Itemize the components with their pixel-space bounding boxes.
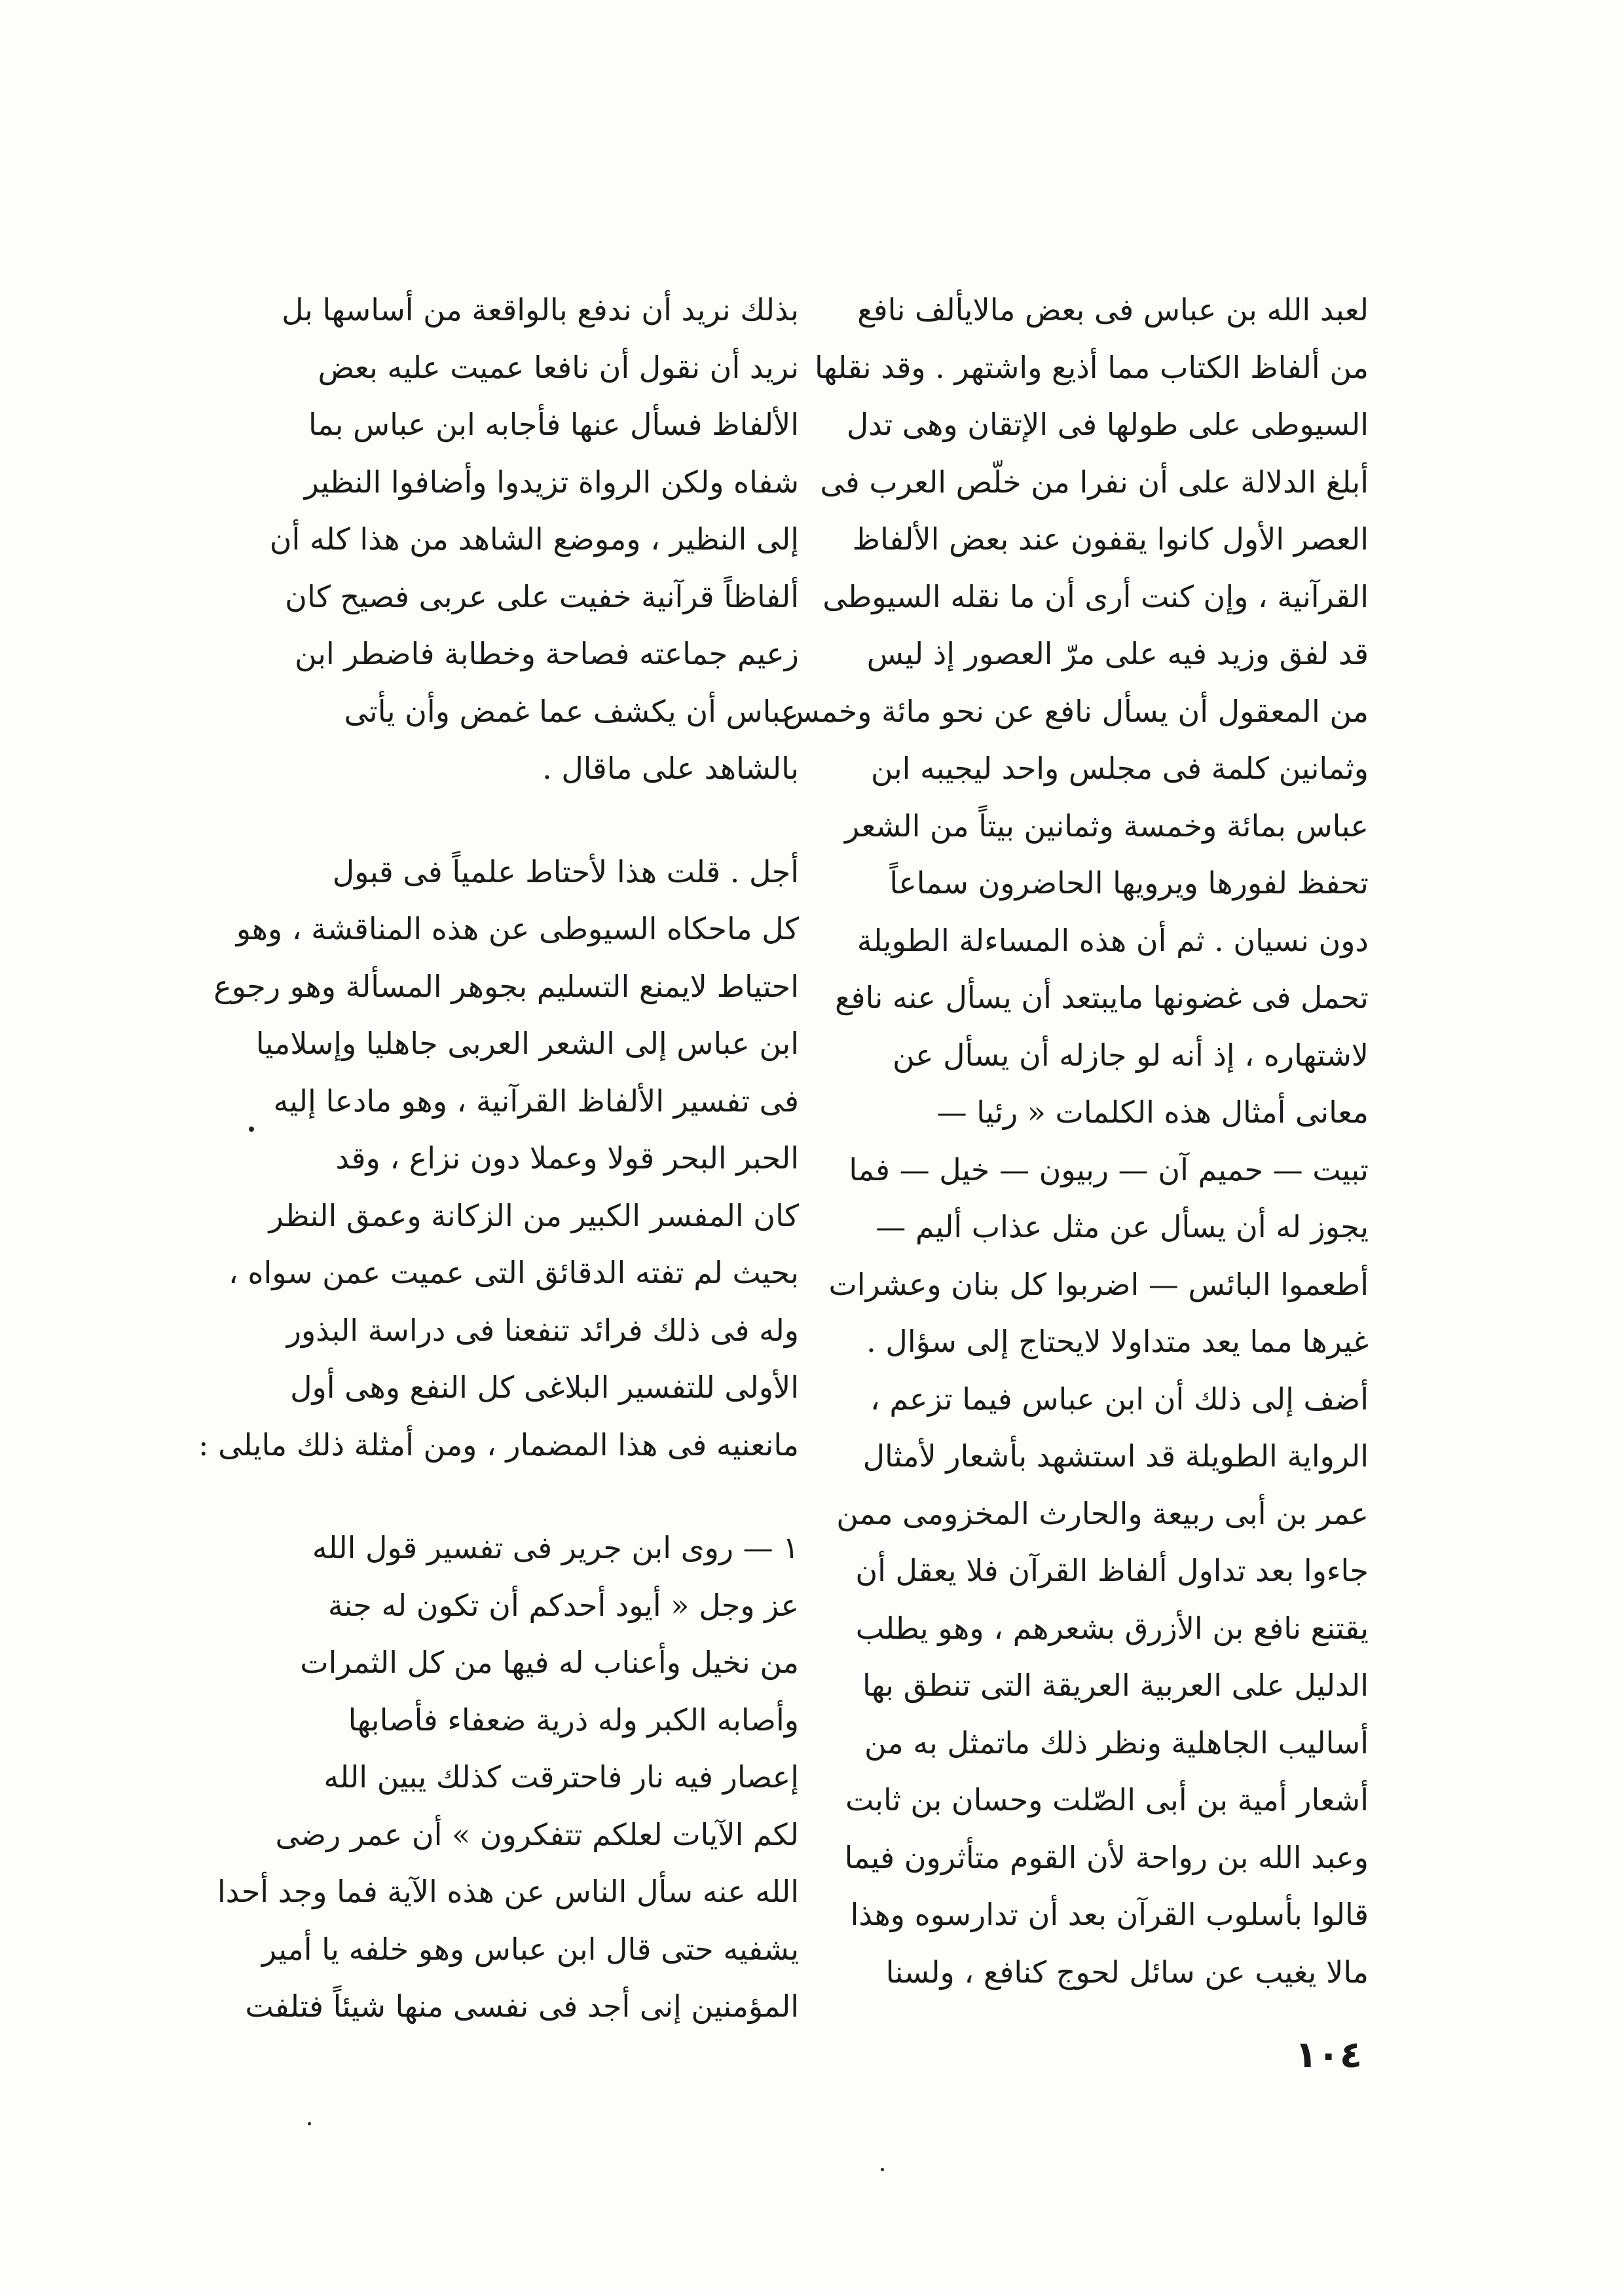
text-line: المؤمنين إنى أجد فى نفسى منها شيئاً فتلفت [245, 1988, 799, 2024]
text-line: جاءوا بعد تداول ألفاظ القرآن فلا يعقل أن [855, 1553, 1369, 1588]
paragraph-2 [198, 844, 799, 1474]
text-line: الألفاظ فسأل عنها فأجابه ابن عباس بما [308, 407, 799, 442]
text-line: عباس بمائة وخمسة وثمانين بيتاً من الشعر [844, 808, 1369, 844]
text-line: أجل . قلت هذا لأحتاط علمياً فى قبول [332, 853, 799, 889]
paragraph-1 [269, 282, 799, 798]
text-line: بحيث لم تفته الدقائق التى عميت عمن سواه ، [228, 1255, 799, 1290]
text-line: أطعموا البائس — اضربوا كل بنان وعشرات [828, 1266, 1369, 1302]
text-line: وثمانين كلمة فى مجلس واحد ليجيبه ابن [870, 751, 1369, 786]
text-line: بذلك نريد أن ندفع بالواقعة من أساسها بل [282, 292, 799, 327]
scan-speck [308, 2122, 311, 2125]
text-line: ابن عباس إلى الشعر العربى جاهليا وإسلاميا [255, 1026, 799, 1061]
text-line: كل ماحكاه السيوطى عن هذه المناقشة ، وهو [236, 911, 799, 946]
text-line: يقتنع نافع بن الأزرق بشعرهم ، وهو يطلب [855, 1610, 1369, 1646]
text-line: مالا يغيب عن سائل لحوج كنافع ، ولسنا [885, 1954, 1369, 1990]
right-column [783, 282, 1369, 2001]
text-line: شفاه ولكن الرواة تزيدوا وأضافوا النظير [304, 464, 799, 500]
scan-speck [881, 2168, 884, 2171]
text-line: نريد أن نقول أن نافعا عميت عليه بعض [318, 349, 799, 385]
text-line: ألفاظاً قرآنية خفيت على عربى فصيح كان [285, 578, 799, 614]
text-line: لعبد الله بن عباس فى بعض مالايألف نافع [857, 292, 1369, 327]
text-line: وأصابه الكبر وله ذرية ضعفاء فأصابها [348, 1702, 799, 1738]
text-line: الأولى للتفسير البلاغى كل النفع وهى أول [290, 1370, 799, 1405]
text-line: تحفظ لفورها ويرويها الحاضرون سماعاً [889, 865, 1369, 901]
text-line: فى تفسير الألفاظ القرآنية ، وهو مادعا إليه [273, 1083, 799, 1119]
text-line: زعيم جماعته فصاحة وخطابة فاضطر ابن [295, 636, 799, 671]
text-line: معانى أمثال هذه الكلمات « رئيا — [936, 1094, 1369, 1130]
paragraph-gap [275, 1474, 799, 1520]
text-line: من نخيل وأعناب له فيها من كل الثمرات [300, 1645, 799, 1680]
text-line: مانعنيه فى هذا المضمار ، ومن أمثلة ذلك مايلى : [198, 1427, 799, 1463]
text-line: أشعار أمية بن أبى الصّلت وحسان بن ثابت [845, 1782, 1369, 1818]
text-line: عمر بن أبى ربيعة والحارث المخزومى ممن [836, 1495, 1369, 1531]
text-line: لكم الآيات لعلكم تتفكرون » أن عمر رضى [275, 1816, 799, 1852]
text-line: الرواية الطويلة قد استشهد بأشعار لأمثال [862, 1438, 1369, 1474]
text-line: كان المفسر الكبير من الزكانة وعمق النظر [268, 1197, 799, 1233]
text-line: تحمل فى غضونها مايبتعد أن يسأل عنه نافع [834, 980, 1369, 1015]
scan-speck [249, 1127, 254, 1132]
text-line: وله فى ذلك فرائد تنفعنا فى دراسة البذور [286, 1312, 799, 1348]
text-line: لاشتهاره ، إذ أنه لو جازله أن يسأل عن [893, 1037, 1369, 1073]
text-line: عز وجل « أيود أحدكم أن تكون له جنة [327, 1587, 799, 1623]
text-line: من ألفاظ الكتاب مما أذيع واشتهر . وقد نقلها [815, 349, 1369, 385]
paragraph-gap [275, 798, 799, 844]
text-line: عباس أن يكشف عما غمض وأن يأتى [344, 693, 799, 729]
text-line: أساليب الجاهلية ونظر ذلك ماتمثل به من [864, 1725, 1369, 1761]
text-line: السيوطى على طولها فى الإتقان وهى تدل [846, 407, 1369, 442]
text-line: قد لفق وزيد فيه على مرّ العصور إذ ليس [866, 636, 1369, 671]
text-line: العصر الأول كانوا يقفون عند بعض الألفاظ [852, 521, 1369, 557]
text-line: ١ — روى ابن جرير فى تفسير قول الله [312, 1530, 799, 1565]
text-line: يشفيه حتى قال ابن عباس وهو خلفه يا أمير [261, 1931, 799, 1967]
text-line: غيرها مما يعد متداولا لايحتاج إلى سؤال . [866, 1324, 1369, 1359]
text-line: أضف إلى ذلك أن ابن عباس فيما تزعم ، [870, 1381, 1369, 1417]
text-line: تبيت — حميم آن — ربيون — خيل — فما [849, 1151, 1369, 1187]
text-line: قالوا بأسلوب القرآن بعد أن تدارسوه وهذا [850, 1897, 1369, 1932]
text-line: إعصار فيه نار فاحترقت كذلك يبين الله [323, 1759, 799, 1795]
text-line: أبلغ الدلالة على أن نفرا من خلّص العرب فى [820, 464, 1369, 500]
text-line: الحبر البحر قولا وعملا دون نزاع ، وقد [335, 1140, 799, 1176]
text-line: من المعقول أن يسأل نافع عن نحو مائة وخمس [783, 693, 1369, 729]
left-column [198, 282, 799, 2036]
text-line: احتياط لايمنع التسليم بجوهر المسألة وهو رجوع [213, 968, 799, 1004]
text-line: القرآنية ، وإن كنت أرى أن ما نقله السيوطى [822, 578, 1369, 614]
page-number: ١٠٤ [1295, 2034, 1362, 2076]
paragraph-3 [217, 1520, 799, 2036]
text-line: دون نسيان . ثم أن هذه المساءلة الطويلة [857, 922, 1369, 958]
text-line: الدليل على العربية العريقة التى تنطق بها [862, 1668, 1369, 1703]
text-line: يجوز له أن يسأل عن مثل عذاب أليم — [876, 1209, 1369, 1244]
text-line: إلى النظير ، وموضع الشاهد من هذا كله أن [269, 521, 799, 557]
text-line: الله عنه سأل الناس عن هذه الآية فما وجد أحدا [217, 1874, 799, 1909]
text-line: وعبد الله بن رواحة لأن القوم متأثرون فيما [844, 1839, 1369, 1875]
text-line: بالشاهد على ماقال . [542, 751, 799, 786]
